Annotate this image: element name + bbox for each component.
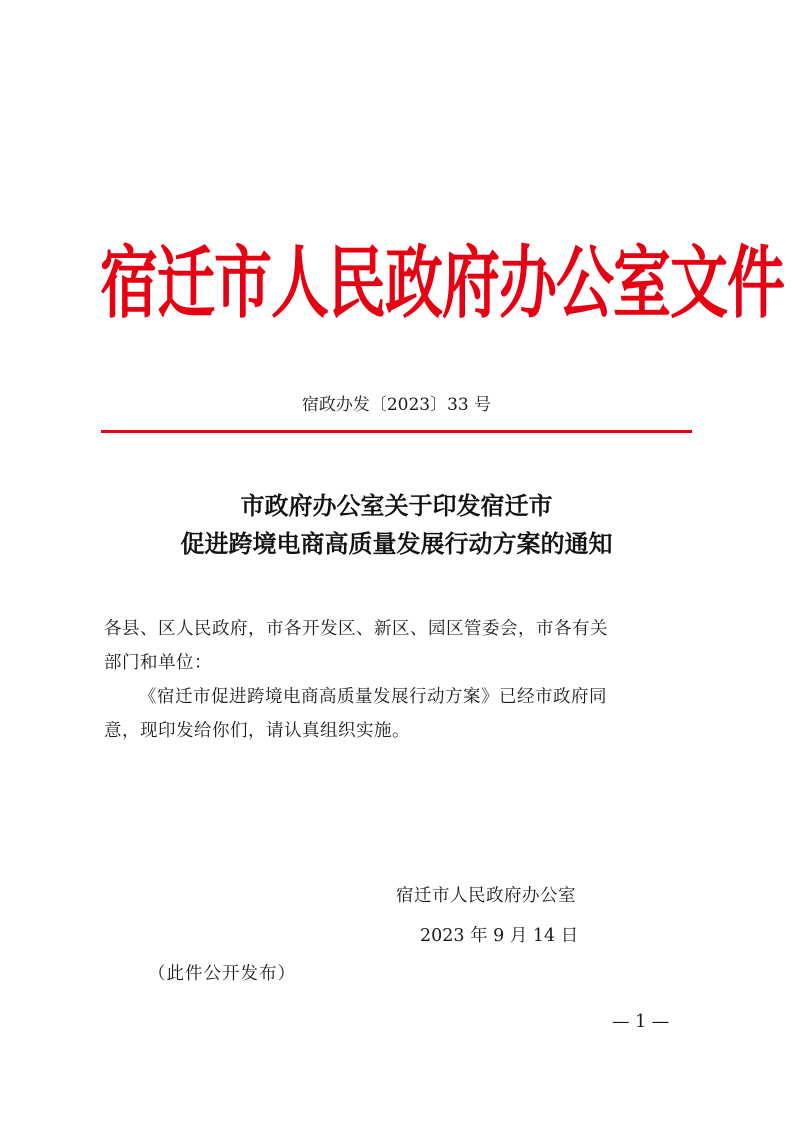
masthead-text: 宿迁市人民政府办公室文件 xyxy=(100,237,785,329)
title-line-1: 市政府办公室关于印发宿迁市 xyxy=(240,491,553,520)
document-number: 宿政办发〔2023〕33 号 xyxy=(301,395,492,415)
title-line-2: 促进跨境电商高质量发展行动方案的通知 xyxy=(180,529,613,558)
issuer-signature: 宿迁市人民政府办公室 xyxy=(396,886,576,906)
recipients-line-1: 各县、区人民政府，市各开发区、新区、园区管委会，市各有关 xyxy=(104,619,608,639)
recipients-line-2: 部门和单位： xyxy=(104,653,212,673)
body-line-2: 意，现印发给你们，请认真组织实施。 xyxy=(104,721,410,741)
disclosure-note: （此件公开发布） xyxy=(148,964,296,984)
body-line-1: 《宿迁市促进跨境电商高质量发展行动方案》已经市政府同 xyxy=(139,687,607,707)
notice-title xyxy=(100,487,693,563)
page-number: — 1 — xyxy=(612,1012,670,1032)
masthead-title xyxy=(100,228,785,338)
notice-body xyxy=(104,612,694,748)
issue-date: 2023 年 9 月 14 日 xyxy=(420,926,579,946)
red-divider-line xyxy=(101,430,692,433)
